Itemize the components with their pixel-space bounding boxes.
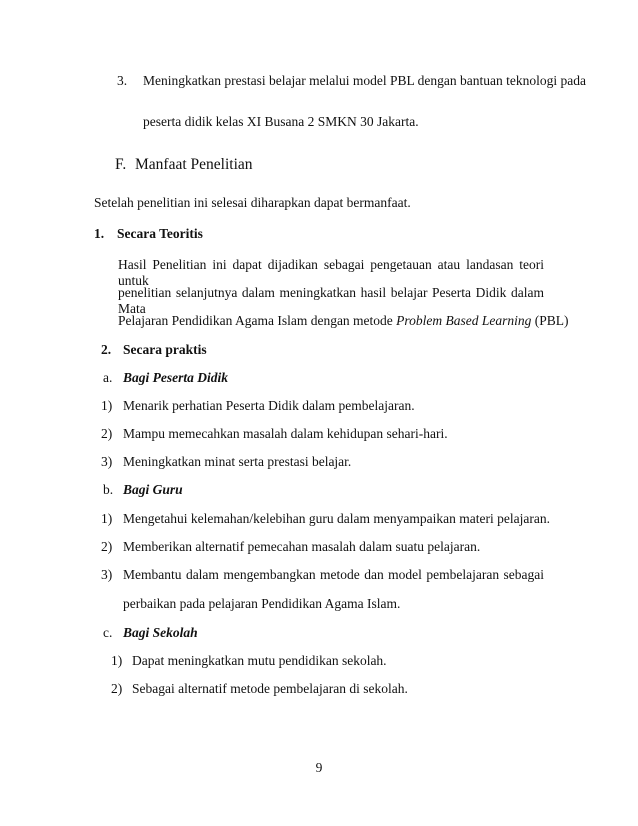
paragraph-line: Hasil Penelitian ini dapat dijadikan sebagai pengetauan atau landasan teori untuk: [118, 257, 544, 288]
list-item: Sebagai alternatif metode pembelajaran di sekolah.: [132, 681, 408, 696]
list-item: Menarik perhatian Peserta Didik dalam pembelajaran.: [123, 398, 415, 413]
method-name: Problem Based Learning: [396, 313, 532, 328]
page-number: 9: [315, 760, 323, 775]
objective-text-line: peserta didik kelas XI Busana 2 SMKN 30 Jakarta.: [143, 114, 419, 129]
subsection-title: Bagi Sekolah: [123, 625, 198, 640]
list-number: 3): [101, 454, 113, 469]
list-item: Meningkatkan minat serta prestasi belajar.: [123, 454, 352, 469]
list-number: 1.: [94, 226, 105, 241]
paragraph-text: Pelajaran Pendidikan Agama Islam dengan metode: [118, 313, 397, 328]
subsection-title: Bagi Guru: [123, 482, 183, 497]
list-item: Mampu memecahkan masalah dalam kehidupan sehari-hari.: [123, 426, 448, 441]
list-item: Mengetahui kelemahan/kelebihan guru dalam menyampaikan materi pelajaran.: [123, 511, 550, 526]
section-label: F.: [115, 156, 127, 173]
subsection-title: Secara praktis: [123, 342, 207, 357]
section-title: Manfaat Penelitian: [135, 156, 253, 173]
list-number: 2.: [101, 342, 112, 357]
list-number: 3): [101, 567, 113, 582]
list-letter: a.: [103, 370, 113, 385]
list-number: 3.: [117, 73, 128, 88]
objective-text-line: Meningkatkan prestasi belajar melalui model PBL dengan bantuan teknologi pada: [143, 73, 587, 88]
paragraph-line: [118, 313, 569, 329]
list-letter: b.: [103, 482, 114, 497]
list-letter: c.: [103, 625, 113, 640]
list-number: 2): [111, 681, 123, 696]
list-number: 1): [101, 398, 113, 413]
subsection-title: Secara Teoritis: [117, 226, 203, 241]
list-number: 1): [111, 653, 123, 668]
list-item: Memberikan alternatif pemecahan masalah dalam suatu pelajaran.: [123, 539, 481, 554]
list-number: 2): [101, 539, 113, 554]
subsection-title: Bagi Peserta Didik: [123, 370, 228, 385]
list-item-continuation: perbaikan pada pelajaran Pendidikan Agama Islam.: [123, 596, 401, 611]
list-item: Membantu dalam mengembangkan metode dan model pembelajaran sebagai: [123, 567, 544, 582]
paragraph-text: (PBL): [531, 313, 569, 328]
list-item: Dapat meningkatkan mutu pendidikan sekolah.: [132, 653, 387, 668]
list-number: 2): [101, 426, 113, 441]
paragraph-line: penelitian selanjutnya dalam meningkatkan hasil belajar Peserta Didik dalam Mata: [118, 285, 544, 316]
intro-text: Setelah penelitian ini selesai diharapkan dapat bermanfaat.: [94, 195, 411, 210]
list-number: 1): [101, 511, 113, 526]
